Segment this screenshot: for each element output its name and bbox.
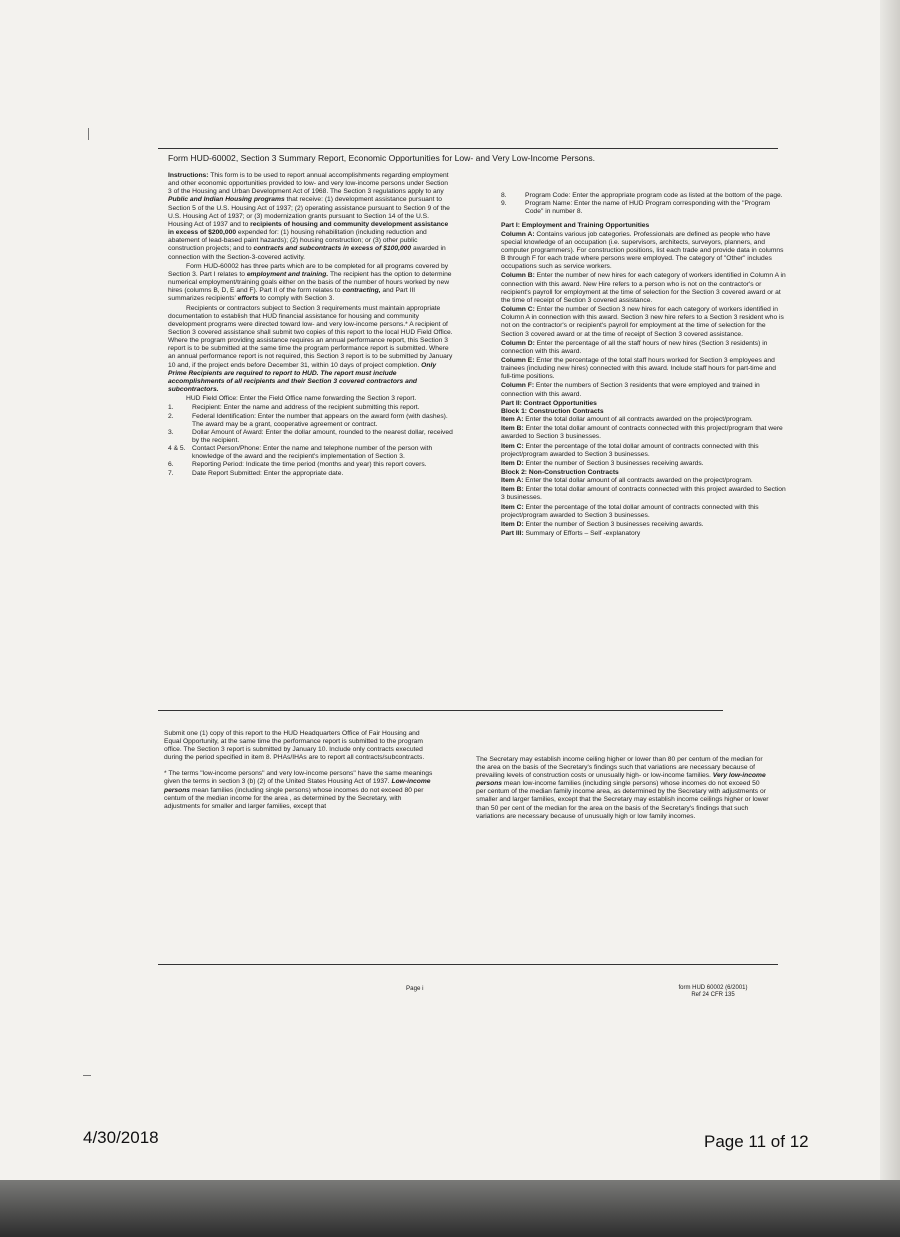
list-item: 9. Program Name: Enter the name of HUD Program corresponding with the "Program Code" in number 8. (501, 200, 771, 216)
instructions-label: Instructions: (168, 172, 209, 179)
list-item: 1. Recipient: Enter the name and address of the recipient submitting this report. (168, 404, 420, 412)
scan-mark (88, 128, 89, 140)
column-c-paragraph: Column C: Enter the number of Section 3 new hires for each category of workers identified in Column A in connection with this award. Section 3 new hire refers to a Section 3 resident who is not on the contractor's or recipient's payroll for employment at the time of selection for the Section 3 covered award or at the time of receipt of Section 3 covered assistance. (501, 306, 784, 338)
list-item: 8. Program Code: Enter the appropriate program code as listed at the bottom of the page. (501, 192, 783, 199)
section-divider (158, 710, 723, 711)
footer-rule (158, 964, 778, 965)
column-a-paragraph: Column A: Contains various job categories. Professionals are defined as people who have special knowledge of an occupation (i.e. supervisors, architects, surveyors, planners, and computer programmers). For construction positions, list each trade and provide data in columns B through F for each trade where persons were employed. The category of "Other" includes occupations such as service workers. (501, 230, 784, 271)
block2-item: Item C: Enter the percentage of the total dollar amount of contracts connected with this project/program awarded to Section 3 businesses. (501, 503, 759, 519)
part3-paragraph: Part III: Summary of Efforts – Self -explanatory (501, 530, 641, 538)
block2-item: Item A: Enter the total dollar amount of all contracts awarded on the project/program. (501, 477, 753, 485)
page-edge-shadow (880, 0, 900, 1180)
header-rule (158, 148, 778, 149)
block2-item: Item D: Enter the number of Section 3 businesses receiving awards. (501, 520, 704, 528)
block1-item: Item D: Enter the number of Section 3 businesses receiving awards. (501, 459, 704, 467)
secretary-note: The Secretary may establish income ceiling higher or lower than 80 per centum of the median for the area on the basis of the Secretary's findings such that variations are necessary because of prevailing levels of construction costs or unusually high- or low-income families. Very low-income persons mean low-income families (including single persons) whose incomes do not exceed 50 per centum of the median family income area, as determined by the Secretary with adjustments or smaller and larger families, except that the Secretary may establish income ceilings higher or lower than 50 per cent of the median for the area on the basis of the Secretary's findings that such variations are necessary because of unusually high or low family incomes. (476, 756, 769, 820)
part1-title: Part I: Employment and Training Opportunities (501, 222, 650, 230)
part2-title: Part II: Contract Opportunities (501, 399, 597, 407)
print-date: 4/30/2018 (83, 1128, 159, 1147)
column-d-paragraph: Column D: Enter the percentage of all the staff hours of new hires (Section 3 residents) in connection with this award. (501, 339, 768, 355)
form-identifier: form HUD 60002 (6/2001) Ref 24 CFR 135 (678, 985, 748, 998)
column-f-paragraph: Column F: Enter the numbers of Section 3 residents that were employed and trained in connection with this award. (501, 382, 760, 398)
form-title: Form HUD-60002, Section 3 Summary Report, Economic Opportunities for Low- and Very Low-Income Persons. (168, 153, 596, 163)
column-b-paragraph: Column B: Enter the number of new hires for each category of workers identified in Column A in connection with this award. New Hire refers to a person who is not on the contractor's or recipient's payroll for employment at the time of selection for the Section 3 covered award or at the time of receipt of Section 3 covered assistance. (501, 272, 786, 304)
list-item: 2. Federal Identification: Enter the number that appears on the award form (with dashes). The award may be a grant, cooperative agreement or contract. (168, 412, 448, 428)
block2-title: Block 2: Non-Construction Contracts (501, 469, 619, 476)
parts-paragraph: Form HUD-60002 has three parts which are to be completed for all programs covered by Section 3. Part I relates to employment and training. The recipient has the option to determine numerical employment/training goals either on the basis of the number of hours worked by new hires (columns B, D, E and F). Part II of the form relates to contracting, and Part III summarizes recipients' efforts to comply with Section 3. (168, 262, 452, 303)
left-column (168, 172, 453, 478)
list-item: 6. Reporting Period: Indicate the time period (months and year) this report covers. (168, 461, 427, 469)
footnote: * The terms "low-income persons" and very low-income persons" have the same meanings given the terms in section 3 (b) (2) of the United States Housing Act of 1937. Low-income persons mean families (including single persons) whose incomes do not exceed 80 per centum of the median income for the area , as determined by the Secretary, with adjustments for smaller and larger families, except that (164, 770, 433, 810)
column-e-paragraph: Column E: Enter the percentage of the total staff hours worked for Section 3 employees and trainees (including new hires) connected with this award. Include staff hours for part-time and full-time positions. (501, 356, 776, 381)
submission-note: Submit one (1) copy of this report to the HUD Headquarters Office of Fair Housing and Equal Opportunity, at the same time the performance report is submitted to the program office. The Section 3 report is submitted by January 10. Include only contracts executed during the period specified in item 8. PHAs/IHAs are to report all contracts/subcontracts. * The terms "low-income persons" and very low-income persons" have the same meanings given the terms in section 3 (b) (2) of the United States Housing Act of 1937. Low-income persons mean families (including single persons) whose incomes do not exceed 80 per centum of the median income for the area , as determined by the Secretary, with adjustments for smaller and larger families, except that (164, 730, 436, 811)
field-office-paragraph: HUD Field Office: Enter the Field Office name forwarding the Section 3 report. (186, 395, 417, 403)
block1-title: Block 1: Construction Contracts (501, 407, 604, 415)
print-page-number: Page 11 of 12 (704, 1132, 809, 1151)
list-item: 4 & 5. Contact Person/Phone: Enter the name and telephone number of the person with knowledge of the award and the recipient's implementation of Section 3. (168, 445, 433, 461)
block1-item: Item C: Enter the percentage of the total dollar amount of contracts connected with this project/program awarded to Section 3 businesses. (501, 442, 759, 458)
list-item: 7. Date Report Submitted: Enter the appropriate date. (168, 469, 344, 477)
scanner-background (0, 1180, 900, 1237)
right-column (501, 192, 786, 539)
scan-mark (83, 1075, 91, 1076)
recipients-paragraph: Recipients or contractors subject to Section 3 requirements must maintain appropriate documentation to establish that HUD financial assistance for housing and community development programs were directed toward low- and very low-income persons.* A recipient of Section 3 covered assistance shall submit two copies of this report to the local HUD Field Office. Where the program providing assistance requires an annual performance report, this Section 3 report is to be submitted at the same time the program performance report is submitted. Where an annual performance report is not required, this Section 3 report is to be submitted by January 10 and, if the project ends before December 31, within 10 days of project completion. Only Prime Recipients are required to report to HUD. The report must include accomplishments of all recipients and their Section 3 covered contractors and subcontractors. (168, 304, 453, 394)
list-item: 3. Dollar Amount of Award: Enter the dollar amount, rounded to the nearest dollar, received by the recipient. (168, 428, 453, 444)
page-label: Page i (406, 985, 424, 992)
block1-item: Item A: Enter the total dollar amount of all contracts awarded on the project/program. (501, 416, 753, 424)
block2-item: Item B: Enter the total dollar amount of contracts connected with this project awarded to Section 3 businesses. (501, 486, 786, 502)
form-hud-60002-instructions (158, 148, 786, 998)
instructions-paragraph: Instructions: This form is to be used to report annual accomplishments regarding employment and other economic opportunities provided to low- and very low-income persons under Section 3 of the Housing and Urban Development Act of 1968. The Section 3 regulations apply to any Public and Indian Housing programs that receive: (1) development assistance pursuant to Section 5 of the U.S. Housing Act of 1937; (2) operating assistance pursuant to Section 9 of the U.S. Housing Act of 1937; or (3) modernization grants pursuant to Section 14 of the U.S. Housing Act of 1937 and to recipients of housing and community development assistance in excess of $200,000 expended for: (1) housing rehabilitation (including reduction and abatement of lead-based paint hazards); (2) housing construction; or (3) other public construction projects; and to contracts and subcontracts in excess of $100,000 awarded in connection with the Section-3-covered activity. (168, 172, 450, 261)
block1-item: Item B: Enter the total dollar amount of contracts connected with this project/program that were awarded to Section 3 businesses. (501, 425, 783, 441)
